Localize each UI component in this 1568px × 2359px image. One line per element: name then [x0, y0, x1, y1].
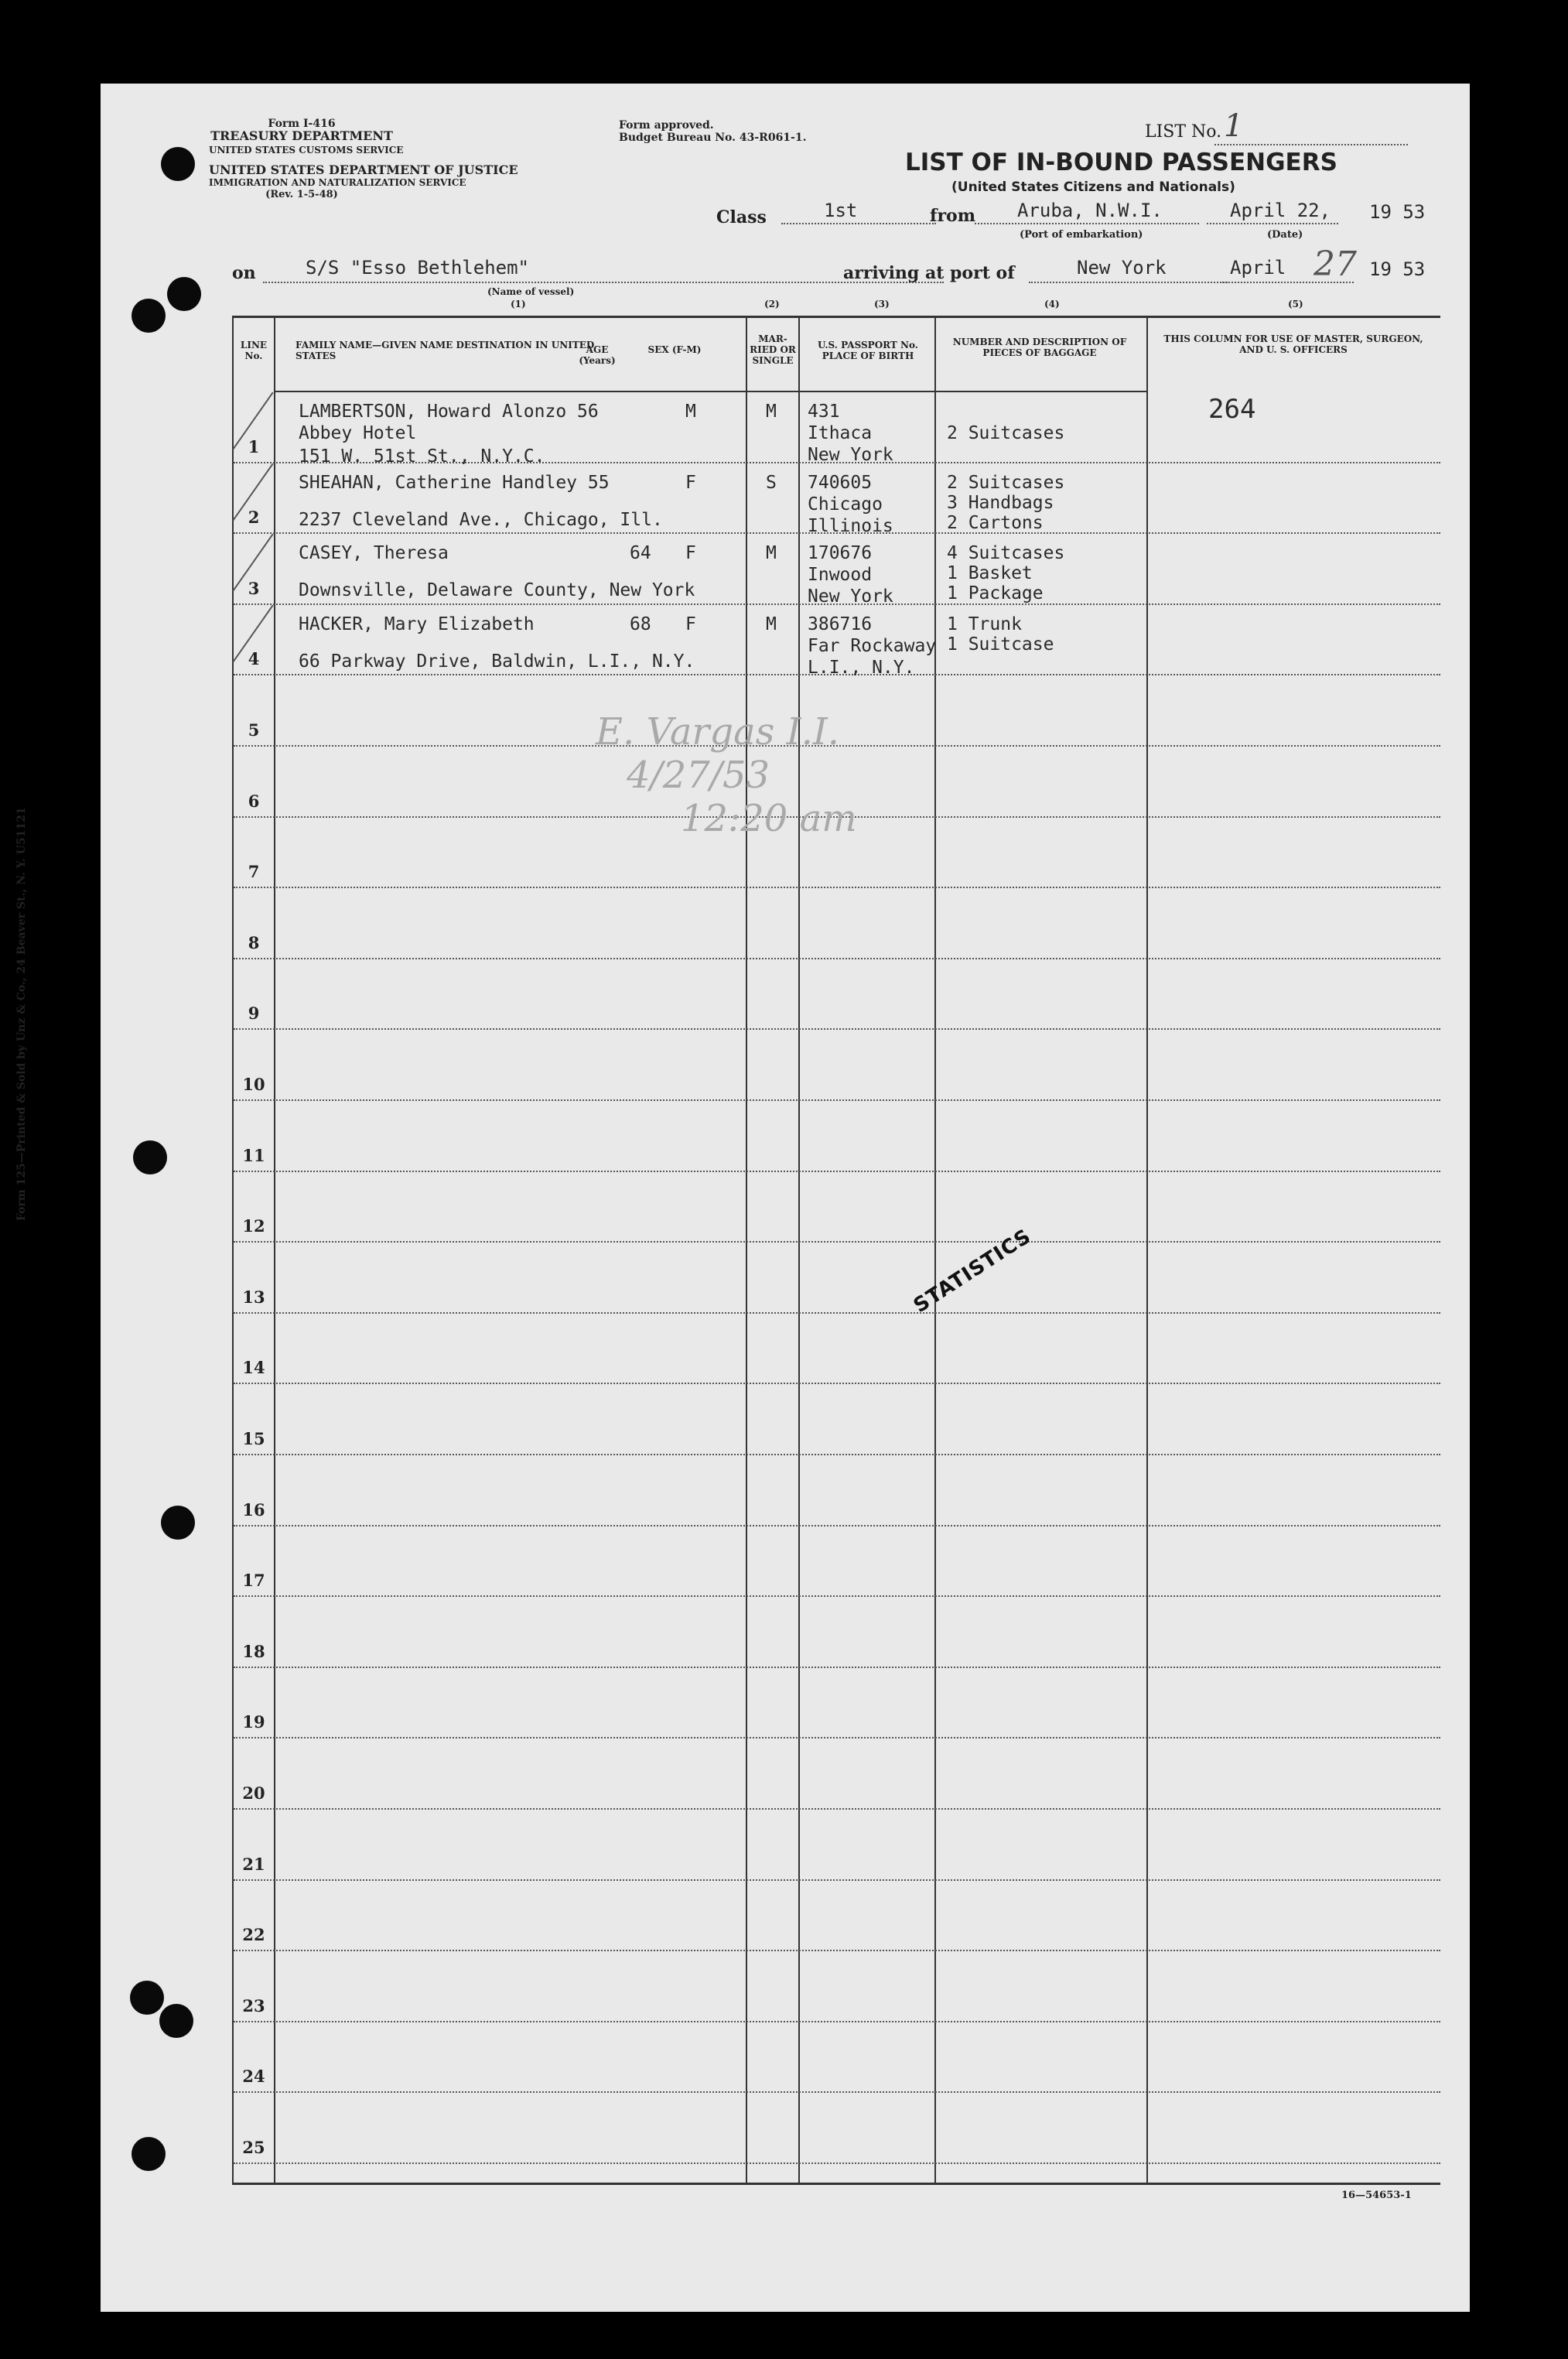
class-value: 1st	[824, 200, 858, 221]
footer-code: 16—54653-1	[1341, 2190, 1412, 2201]
line-number: 20	[242, 1783, 265, 1803]
row-rule	[234, 958, 1440, 959]
ins-label: IMMIGRATION AND NATURALIZATION SERVICE	[209, 177, 466, 188]
col-name: FAMILY NAME—GIVEN NAME DESTINATION IN UNITED STATES	[295, 340, 595, 361]
line-number: 13	[242, 1287, 265, 1307]
hand-line-3: 12:20 am	[681, 797, 857, 840]
line-number: 5	[248, 720, 260, 740]
arrival-month: April	[1230, 257, 1286, 279]
line-number: 19	[242, 1712, 265, 1732]
col-age: AGE (Years)	[579, 344, 616, 366]
list-no-value: 1	[1224, 108, 1244, 144]
line-number: 4	[248, 649, 260, 669]
line-number: 1	[248, 436, 260, 456]
printer-imprint: Form 125—Printed & Sold by Unz & Co., 24 Beaver St., N. Y. U51121	[15, 807, 28, 1221]
row-rule	[234, 2021, 1440, 2022]
punch-hole	[159, 2004, 193, 2038]
row-rule	[234, 1383, 1440, 1384]
baggage-item: 2 Suitcases	[947, 472, 1065, 493]
passport-number: 431	[808, 402, 840, 422]
birth-place-state: New York	[808, 586, 893, 607]
passenger-destination: Downsville, Delaware County, New York	[299, 580, 695, 601]
passenger-destination: 66 Parkway Drive, Baldwin, L.I., N.Y.	[299, 651, 695, 672]
caption-4: (4)	[1044, 299, 1060, 309]
port-of-embarkation: Aruba, N.W.I.	[1017, 200, 1163, 221]
row-rule	[234, 1171, 1440, 1172]
line-number: 11	[242, 1145, 265, 1165]
col-line-no: LINE No.	[240, 340, 268, 361]
arrival-day: 27	[1313, 244, 1357, 284]
caption-5: (5)	[1288, 299, 1303, 309]
passenger-age: 68	[630, 614, 651, 634]
birth-place-state: L.I., N.Y.	[808, 657, 915, 678]
manifest-page	[15, 84, 1470, 2312]
line-number: 12	[242, 1216, 265, 1236]
passenger-sex: M	[685, 402, 696, 422]
caption-1: (1)	[511, 299, 526, 309]
passenger-marital-status: M	[766, 402, 777, 422]
line-number: 7	[248, 862, 260, 882]
justice-label: UNITED STATES DEPARTMENT OF JUSTICE	[209, 162, 518, 177]
passenger-table	[232, 316, 1440, 2185]
line-number: 6	[248, 791, 260, 811]
passport-number: 170676	[808, 543, 873, 564]
punch-hole	[132, 2137, 166, 2171]
line-number: 22	[242, 1925, 265, 1945]
passenger-marital-status: M	[766, 614, 777, 634]
birth-place: Inwood	[808, 565, 873, 586]
row-rule	[234, 1595, 1440, 1597]
vessel-caption: (Name of vessel)	[487, 286, 575, 297]
row-rule	[234, 2162, 1440, 2164]
passenger-name: LAMBERTSON, Howard Alonzo 56	[299, 402, 599, 422]
row-rule	[234, 1241, 1440, 1243]
line-number: 18	[242, 1641, 265, 1661]
line-number: 17	[242, 1571, 265, 1591]
officer-number: 264	[1208, 394, 1256, 425]
line-number: 23	[242, 1995, 265, 2015]
line-number: 21	[242, 1854, 265, 1874]
baggage-item: 1 Trunk	[947, 614, 1022, 634]
baggage-item: 3 Handbags	[947, 492, 1054, 513]
line-number: 15	[242, 1429, 265, 1448]
handwritten-inspector-note	[596, 710, 857, 840]
line-number: 16	[242, 1499, 265, 1520]
caption-3: (3)	[874, 299, 890, 309]
baggage-item: 2 Suitcases	[947, 423, 1065, 443]
row-rule	[234, 1808, 1440, 1810]
line-number: 3	[248, 578, 260, 598]
birth-place: Ithaca	[808, 423, 873, 443]
punch-hole	[130, 1981, 164, 2015]
baggage-item: 1 Package	[947, 583, 1044, 604]
passenger-name: CASEY, Theresa	[299, 543, 449, 564]
row-rule	[234, 1950, 1440, 1951]
birth-place-state: Illinois	[808, 515, 893, 536]
birth-place-state: New York	[808, 445, 893, 465]
baggage-item: 1 Basket	[947, 563, 1033, 584]
passenger-sex: F	[685, 543, 696, 564]
col-baggage: NUMBER AND DESCRIPTION OF PIECES OF BAGGAGE	[952, 337, 1127, 358]
punch-hole	[133, 1140, 167, 1174]
caption-2: (2)	[764, 299, 780, 309]
form-approved: Form approved.	[619, 119, 714, 132]
form-number: Form I-416	[268, 118, 336, 130]
passport-number: 740605	[808, 472, 873, 493]
birth-place: Chicago	[808, 494, 883, 515]
line-number: 10	[242, 1075, 265, 1094]
passenger-name: SHEAHAN, Catherine Handley 55	[299, 472, 610, 493]
arriving-label: arriving at port of	[843, 263, 1015, 283]
embark-year: 19 53	[1369, 201, 1426, 223]
col-sex: SEX (F-M)	[647, 344, 702, 355]
line-number: 24	[242, 2067, 265, 2087]
line-number: 25	[242, 2138, 265, 2157]
list-no-label: LIST No.	[1145, 122, 1222, 142]
statistics-stamp: STATISTICS	[909, 1224, 1036, 1318]
passenger-destination: 2237 Cleveland Ave., Chicago, Ill.	[299, 509, 663, 530]
passenger-sex: F	[685, 614, 696, 634]
punch-hole	[167, 277, 201, 311]
hand-line-2: 4/27/53	[627, 754, 770, 797]
budget-bureau: Budget Bureau No. 43-R061-1.	[619, 132, 807, 144]
vessel-name: S/S "Esso Bethlehem"	[306, 257, 529, 279]
page-subtitle: (United States Citizens and Nationals)	[951, 179, 1235, 195]
col-passport: U.S. PASSPORT No. PLACE OF BIRTH	[818, 340, 918, 361]
passenger-destination-line: Abbey Hotel	[299, 423, 417, 443]
line-number: 14	[242, 1358, 265, 1378]
punch-hole	[161, 147, 195, 181]
passenger-age: 64	[630, 543, 651, 564]
birth-place: Far Rockaway	[808, 635, 937, 656]
passenger-name: HACKER, Mary Elizabeth	[299, 614, 535, 634]
on-label: on	[232, 263, 256, 283]
passenger-destination: 151 W. 51st St., N.Y.C.	[299, 446, 545, 467]
punch-hole	[132, 299, 166, 333]
row-rule	[234, 887, 1440, 888]
arrival-year: 19 53	[1369, 258, 1426, 280]
row-rule	[234, 1312, 1440, 1314]
from-label: from	[930, 206, 976, 226]
baggage-item: 1 Suitcase	[947, 634, 1054, 655]
row-rule	[234, 1879, 1440, 1881]
arrival-port: New York	[1077, 257, 1167, 279]
passenger-sex: F	[685, 472, 696, 493]
baggage-item: 4 Suitcases	[947, 543, 1065, 564]
customs-label: UNITED STATES CUSTOMS SERVICE	[209, 145, 404, 156]
row-rule	[234, 1028, 1440, 1030]
col-officers: THIS COLUMN FOR USE OF MASTER, SURGEON, AND U. S. OFFICERS	[1163, 333, 1423, 355]
row-rule	[234, 1525, 1440, 1527]
embark-date: April 22,	[1230, 200, 1331, 221]
hand-line-1: E. Vargas I.I.	[596, 710, 840, 754]
row-rule	[234, 1667, 1440, 1668]
punch-hole	[161, 1506, 195, 1540]
date-caption: (Date)	[1267, 229, 1303, 241]
row-rule	[234, 2091, 1440, 2093]
port-caption: (Port of embarkation)	[1020, 229, 1143, 241]
col-married: MAR-RIED OR SINGLE	[750, 333, 796, 366]
row-rule	[234, 1099, 1440, 1101]
page-title: LIST OF IN-BOUND PASSENGERS	[905, 149, 1337, 176]
line-number: 2	[248, 508, 260, 528]
row-rule	[234, 1737, 1440, 1738]
line-number: 8	[248, 932, 260, 952]
baggage-item: 2 Cartons	[947, 512, 1044, 533]
treasury-label: TREASURY DEPARTMENT	[210, 128, 393, 143]
line-number: 9	[248, 1003, 260, 1024]
passenger-marital-status: M	[766, 543, 777, 564]
class-label: Class	[716, 207, 767, 227]
passport-number: 386716	[808, 614, 873, 634]
passenger-marital-status: S	[766, 472, 777, 493]
row-rule	[234, 1454, 1440, 1455]
revision-label: (Rev. 1-5-48)	[265, 189, 338, 200]
